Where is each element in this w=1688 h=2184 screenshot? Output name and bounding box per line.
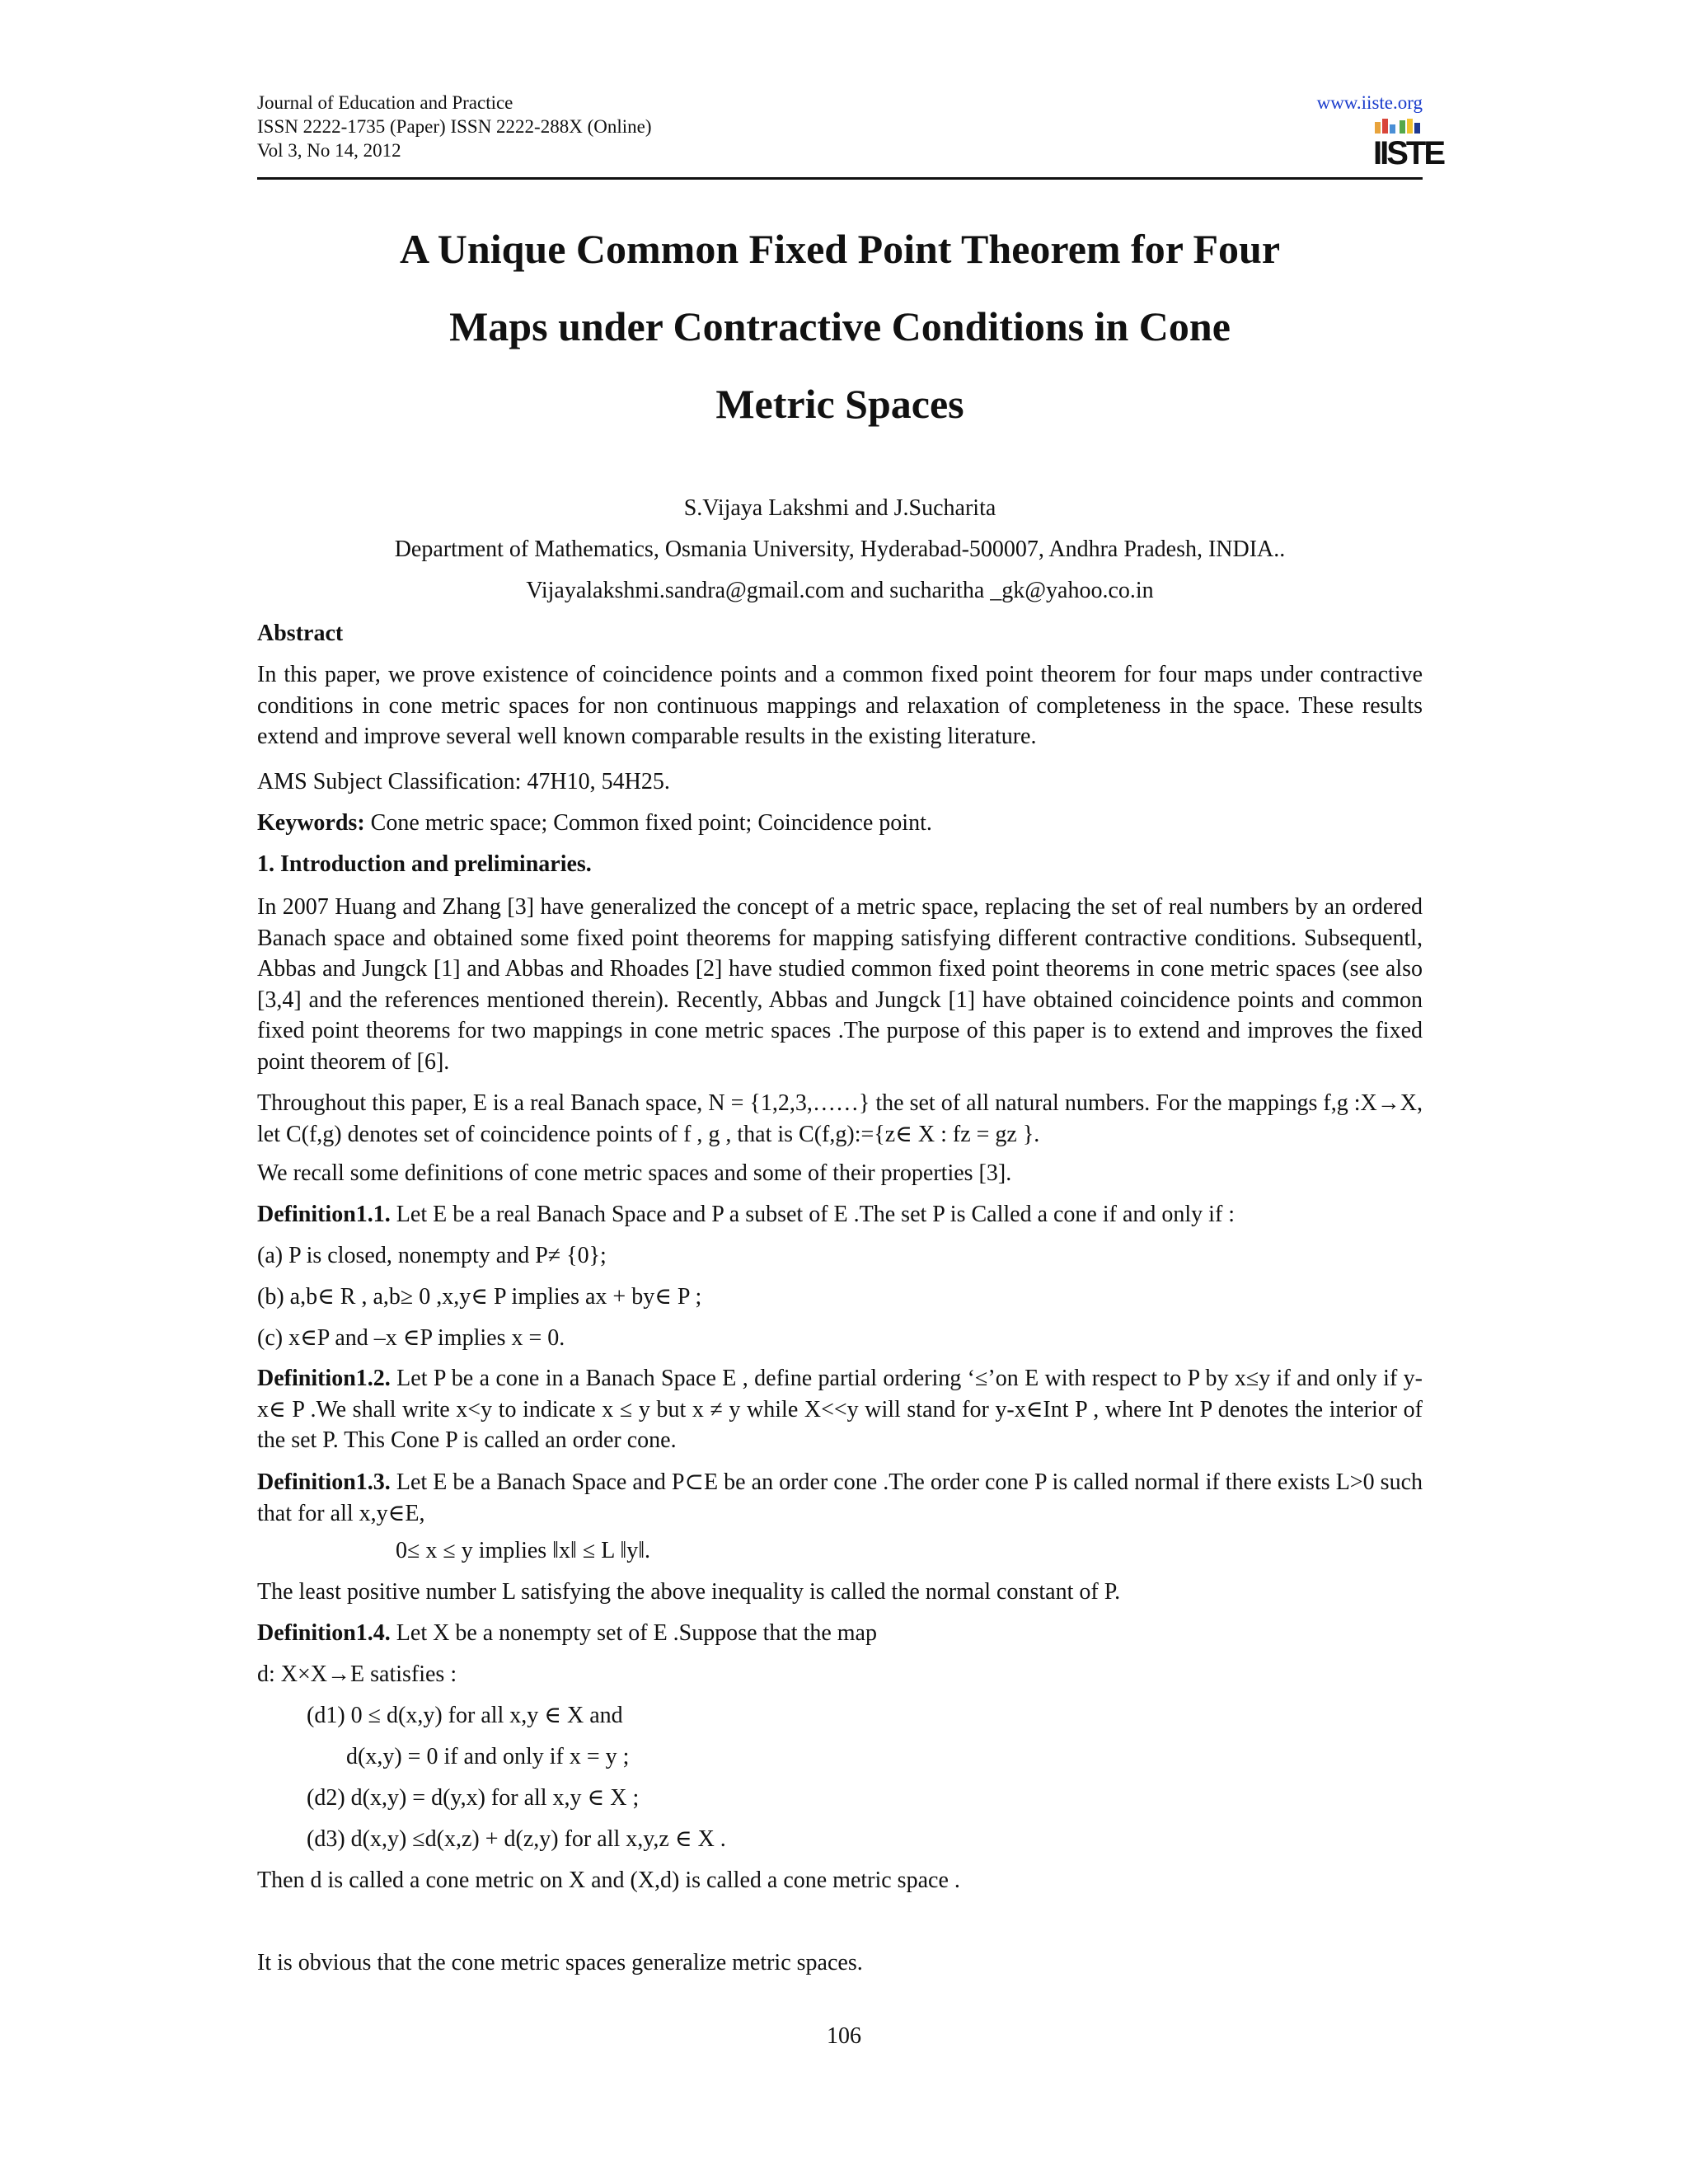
definition-1-4: Definition1.4. Let X be a nonempty set of E .Suppose that the map — [257, 1620, 877, 1646]
axiom-d1-equality: d(x,y) = 0 if and only if x = y ; — [346, 1744, 630, 1769]
paper-title — [257, 210, 1423, 443]
logo-wordmark: IISTE — [1373, 135, 1444, 171]
header-rule — [257, 177, 1423, 180]
title-line: Maps under Contractive Conditions in Cone — [449, 303, 1231, 349]
title-line: A Unique Common Fixed Point Theorem for Four — [399, 226, 1281, 272]
keywords-list: Cone metric space; Common fixed point; Coincidence point. — [364, 810, 932, 836]
page-number: 106 — [827, 2023, 861, 2049]
intro-paragraph: In 2007 Huang and Zhang [3] have generalized the concept of a metric space, replacing the set of real numbers by an ordered Banach space and obtained some fixed point theorems for mapping satisfying different contractive conditions. Subsequentl, Abbas and Jungck [1] and Abbas and Rhoades [2] have studied common fixed point theorems in cone metric spaces (see also [3,4] and the references mentioned therein). Recently, Abbas and Jungck [1] have obtained coincidence points and common fixed point theorems for two mappings in cone metric spaces .The purpose of this paper is to extend and improves the fixed point theorem of [6]. — [257, 894, 1423, 1075]
keywords — [257, 809, 932, 837]
title-line: Metric Spaces — [715, 381, 964, 427]
axiom-d2: (d2) d(x,y) = d(y,x) for all x,y ∈ X ; — [307, 1785, 640, 1811]
abstract-heading: Abstract — [257, 621, 344, 646]
definition-1-1-item-c: (c) x∈P and –x ∈P implies x = 0. — [257, 1325, 565, 1351]
cone-metric-conclusion: Then d is called a cone metric on X and (X,d) is called a cone metric space . — [257, 1868, 960, 1893]
affiliation: Department of Mathematics, Osmania University, Hyderabad-500007, Andhra Pradesh, INDIA.. — [394, 537, 1286, 562]
abstract-text: In this paper, we prove existence of coincidence points and a common fixed point theorem for four maps under contractive conditions in cone metric spaces for non continuous mappings and relaxation of completeness in the space. These results extend and improve several well known comparable results in the existing literature. — [257, 662, 1423, 750]
journal-name: Journal of Education and Practice — [257, 92, 513, 113]
definition-1-1-item-a: (a) P is closed, nonempty and P≠ {0}; — [257, 1243, 607, 1268]
intro-paragraph-2: Throughout this paper, E is a real Banach space, N = {1,2,3,……} the set of all natural numbers. For the mappings f,g :X→X, let C(f,g) denotes set of coincidence points of f , g , that is C(f,g):={z∈ X : fz = gz }. — [257, 1090, 1423, 1147]
journal-volume: Vol 3, No 14, 2012 — [257, 140, 401, 161]
definition-1-1-item-b: (b) a,b∈ R , a,b≥ 0 ,x,y∈ P implies ax + by∈ P ; — [257, 1284, 702, 1310]
axiom-d3: (d3) d(x,y) ≤d(x,z) + d(z,y) for all x,y,z ∈ X . — [307, 1826, 726, 1852]
emails: Vijayalakshmi.sandra@gmail.com and sucharitha _gk@yahoo.co.in — [526, 578, 1154, 603]
intro-paragraph-3: We recall some definitions of cone metric spaces and some of their properties [3]. — [257, 1160, 1012, 1186]
normal-cone-formula: 0≤ x ≤ y implies ‖x‖ ≤ L ‖y‖. — [396, 1538, 651, 1563]
journal-issn: ISSN 2222-1735 (Paper) ISSN 2222-288X (Online) — [257, 116, 652, 137]
iiste-logo — [1373, 119, 1444, 176]
definition-1-3: Definition1.3. Let E be a Banach Space and P⊂E be an order cone .The order cone P is called normal if there exists L>0 such that for all x,y∈E, — [257, 1469, 1423, 1526]
section-heading: 1. Introduction and preliminaries. — [257, 851, 592, 877]
normal-constant-text: The least positive number L satisfying the above inequality is called the normal constant of P. — [257, 1579, 1121, 1605]
definition-1-2: Definition1.2. Let P be a cone in a Banach Space E , define partial ordering ‘≤’on E with respect to P by x≤y if and only if y-x∈ P .We shall write x<y to indicate x ≤ y but x ≠ y while X<<y will stand for y-x∈Int P , where Int P denotes the interior of the set P. This Cone P is called an order cone. — [257, 1366, 1423, 1454]
cone-metric-map: d: X×X→E satisfies : — [257, 1661, 457, 1687]
closing-sentence: It is obvious that the cone metric spaces generalize metric spaces. — [257, 1950, 863, 1975]
keywords-label: Keywords: — [257, 810, 365, 836]
logo-bars-icon — [1375, 119, 1423, 134]
axiom-d1: (d1) 0 ≤ d(x,y) for all x,y ∈ X and — [307, 1703, 623, 1728]
journal-url-link[interactable]: www.iiste.org — [1316, 92, 1423, 113]
authors: S.Vijaya Lakshmi and J.Sucharita — [683, 495, 996, 521]
ams-classification: AMS Subject Classification: 47H10, 54H25. — [257, 769, 670, 794]
definition-1-1: Definition1.1. Let E be a real Banach Space and P a subset of E .The set P is Called a cone if and only if : — [257, 1202, 1236, 1227]
